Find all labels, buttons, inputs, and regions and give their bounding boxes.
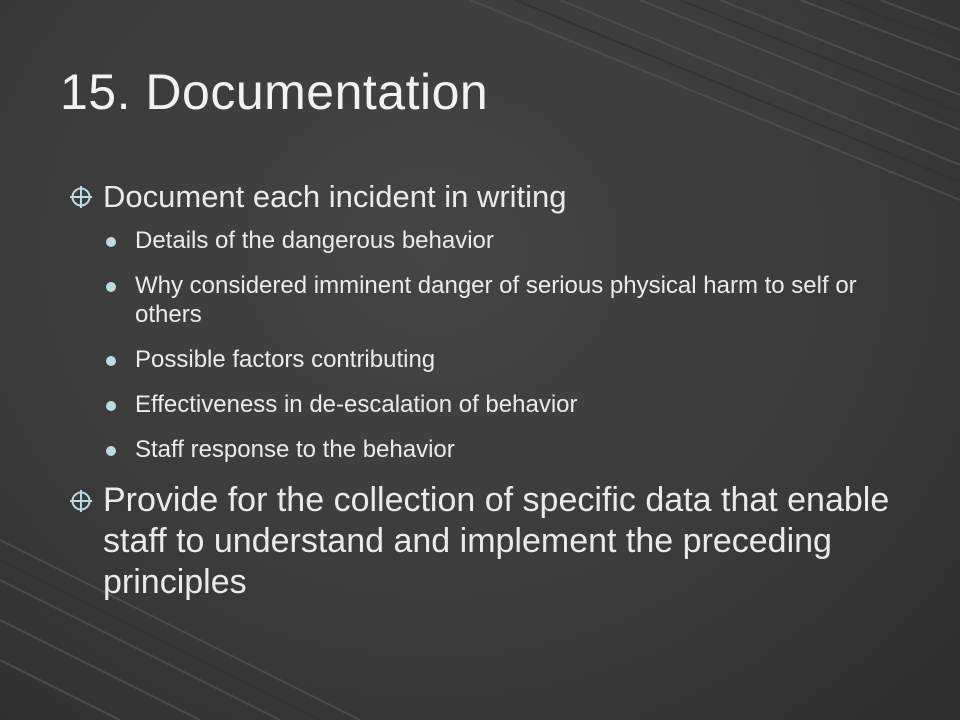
sub-bullet-list <box>106 226 910 464</box>
bullet-item <box>70 178 910 216</box>
sub-bullet-text: Why considered imminent danger of serious physical harm to self or others <box>135 272 857 328</box>
sub-bullet-text: Details of the dangerous behavior <box>135 227 494 254</box>
slide-title: 15. Documentation <box>60 64 489 120</box>
circled-crosshair-icon <box>70 186 92 208</box>
bullet-list <box>70 178 910 603</box>
sub-bullet-item <box>106 226 910 255</box>
dot-bullet-icon <box>106 237 116 247</box>
bullet-text: Document each incident in writing <box>103 179 567 214</box>
sub-bullet-item <box>106 435 910 464</box>
sub-bullet-item <box>106 271 910 329</box>
dot-bullet-icon <box>106 356 116 366</box>
sub-bullet-text: Possible factors contributing <box>135 346 436 373</box>
bullet-text: Provide for the collection of specific data that enable staff to understand and implement the preceding principles <box>103 481 890 601</box>
dot-bullet-icon <box>106 401 116 411</box>
bullet-item <box>70 480 910 603</box>
dot-bullet-icon <box>106 282 116 292</box>
sub-bullet-item <box>106 390 910 419</box>
sub-bullet-item <box>106 345 910 374</box>
sub-bullet-text: Effectiveness in de-escalation of behavior <box>135 391 578 418</box>
circled-crosshair-icon <box>70 490 92 512</box>
dot-bullet-icon <box>106 446 116 456</box>
sub-bullet-text: Staff response to the behavior <box>135 436 455 463</box>
